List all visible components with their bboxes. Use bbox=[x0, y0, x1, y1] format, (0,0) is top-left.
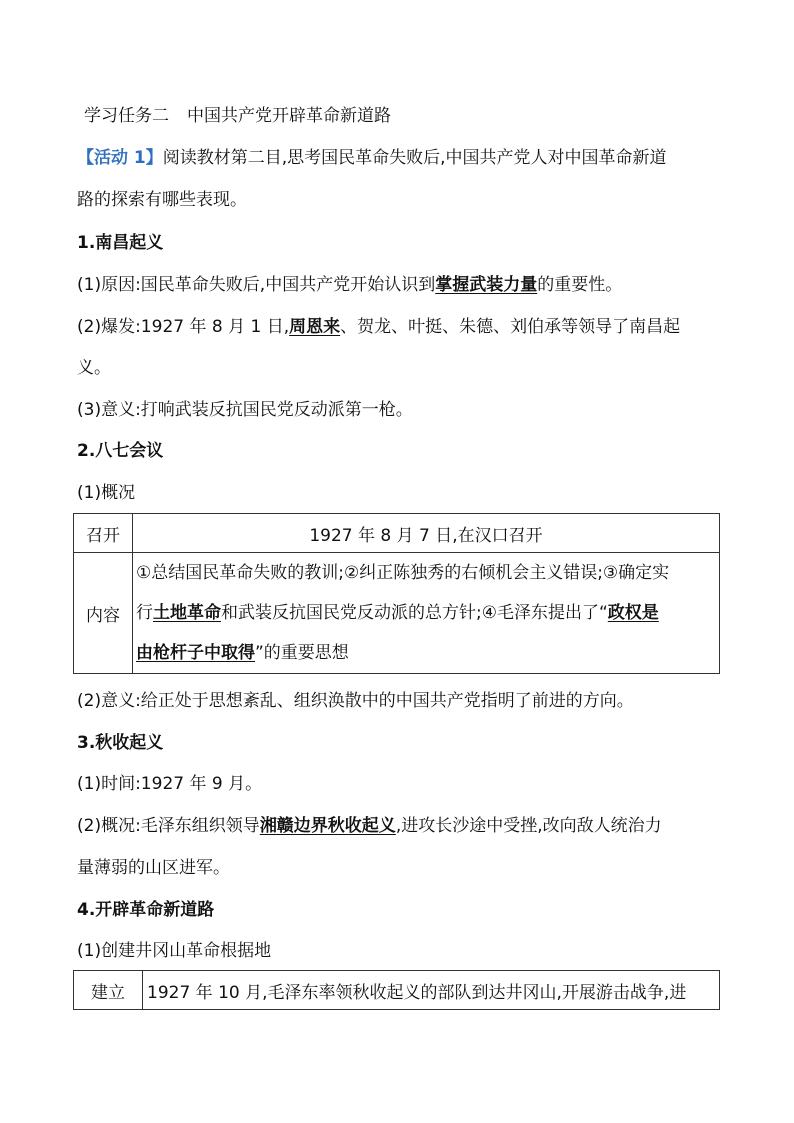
bayi-overview-label: (1)概况 bbox=[77, 483, 136, 503]
table-cell bbox=[133, 553, 720, 674]
content-line-3 bbox=[136, 633, 716, 673]
text: ,进攻长沙途中受挫,改向敌人统治力 bbox=[395, 816, 662, 836]
text: 行 bbox=[136, 603, 153, 623]
text: (2)爆发:1927 年 8 月 1 日, bbox=[77, 317, 290, 337]
section-heading-bayi: 2.八七会议 bbox=[77, 441, 164, 461]
table-cell: 1927 年 10 月,毛泽东率领秋收起义的部队到达井冈山,开展游击战争,进 bbox=[143, 971, 720, 1010]
task-subtitle: 中国共产党开辟革命新道路 bbox=[187, 106, 391, 126]
section-heading-qiushou: 3.秋收起义 bbox=[77, 733, 164, 753]
key-term: 掌握武装力量 bbox=[435, 275, 538, 295]
activity-label: 【活动 1】 bbox=[77, 148, 163, 168]
content-line-2 bbox=[136, 593, 716, 633]
activity-text-2: 路的探索有哪些表现。 bbox=[77, 190, 247, 210]
text: 、贺龙、叶挺、朱德、刘伯承等领导了南昌起 bbox=[340, 317, 681, 337]
table-head-cell: 召开 bbox=[74, 514, 133, 553]
text: (2)概况:毛泽东组织领导 bbox=[77, 816, 260, 836]
table-head-cell: 建立 bbox=[74, 971, 143, 1010]
text: ”的重要思想 bbox=[255, 643, 349, 663]
table-head-cell: 内容 bbox=[74, 553, 133, 674]
key-term: 周恩来 bbox=[289, 317, 341, 337]
table-row bbox=[74, 971, 720, 1010]
qiushou-overview bbox=[77, 813, 662, 839]
qiushou-overview-line2: 量薄弱的山区进军。 bbox=[77, 858, 230, 878]
section-heading-new-road: 4.开辟革命新道路 bbox=[77, 900, 215, 920]
jinggangshan-table bbox=[73, 970, 720, 1010]
text: 的重要性。 bbox=[537, 275, 623, 295]
table-cell: 1927 年 8 月 7 日,在汉口召开 bbox=[133, 514, 720, 553]
table-row bbox=[74, 553, 720, 674]
bayi-meaning: (2)意义:给正处于思想紊乱、组织涣散中的中国共产党指明了前进的方向。 bbox=[77, 691, 634, 711]
table-row bbox=[74, 514, 720, 553]
nanchang-cause bbox=[77, 272, 622, 298]
task-title-line bbox=[84, 103, 391, 129]
text: 和武装反抗国民党反动派的总方针;④毛泽东提出了“ bbox=[221, 603, 608, 623]
content-line-1: ①总结国民革命失败的教训;②纠正陈独秀的右倾机会主义错误;③确定实 bbox=[136, 563, 670, 583]
key-term: 湘赣边界秋收起义 bbox=[259, 816, 396, 836]
jinggangshan-label: (1)创建井冈山革命根据地 bbox=[77, 941, 272, 961]
activity-line-1 bbox=[77, 145, 667, 171]
nanchang-outbreak bbox=[77, 314, 680, 340]
text: (1)原因:国民革命失败后,中国共产党开始认识到 bbox=[77, 275, 436, 295]
task-title: 学习任务二 bbox=[84, 106, 169, 126]
activity-text-1: 阅读教材第二目,思考国民革命失败后,中国共产党人对中国革命新道 bbox=[162, 148, 667, 168]
section-heading-nanchang: 1.南昌起义 bbox=[77, 233, 164, 253]
activity-line-2 bbox=[77, 187, 247, 213]
key-term: 政权是 bbox=[607, 603, 659, 623]
key-term: 由枪杆子中取得 bbox=[136, 643, 255, 663]
key-term: 土地革命 bbox=[153, 603, 221, 623]
nanchang-meaning: (3)意义:打响武装反抗国民党反动派第一枪。 bbox=[77, 400, 413, 420]
qiushou-time: (1)时间:1927 年 9 月。 bbox=[77, 774, 263, 794]
nanchang-outbreak-line2: 义。 bbox=[77, 358, 111, 378]
bayi-table bbox=[73, 513, 720, 674]
